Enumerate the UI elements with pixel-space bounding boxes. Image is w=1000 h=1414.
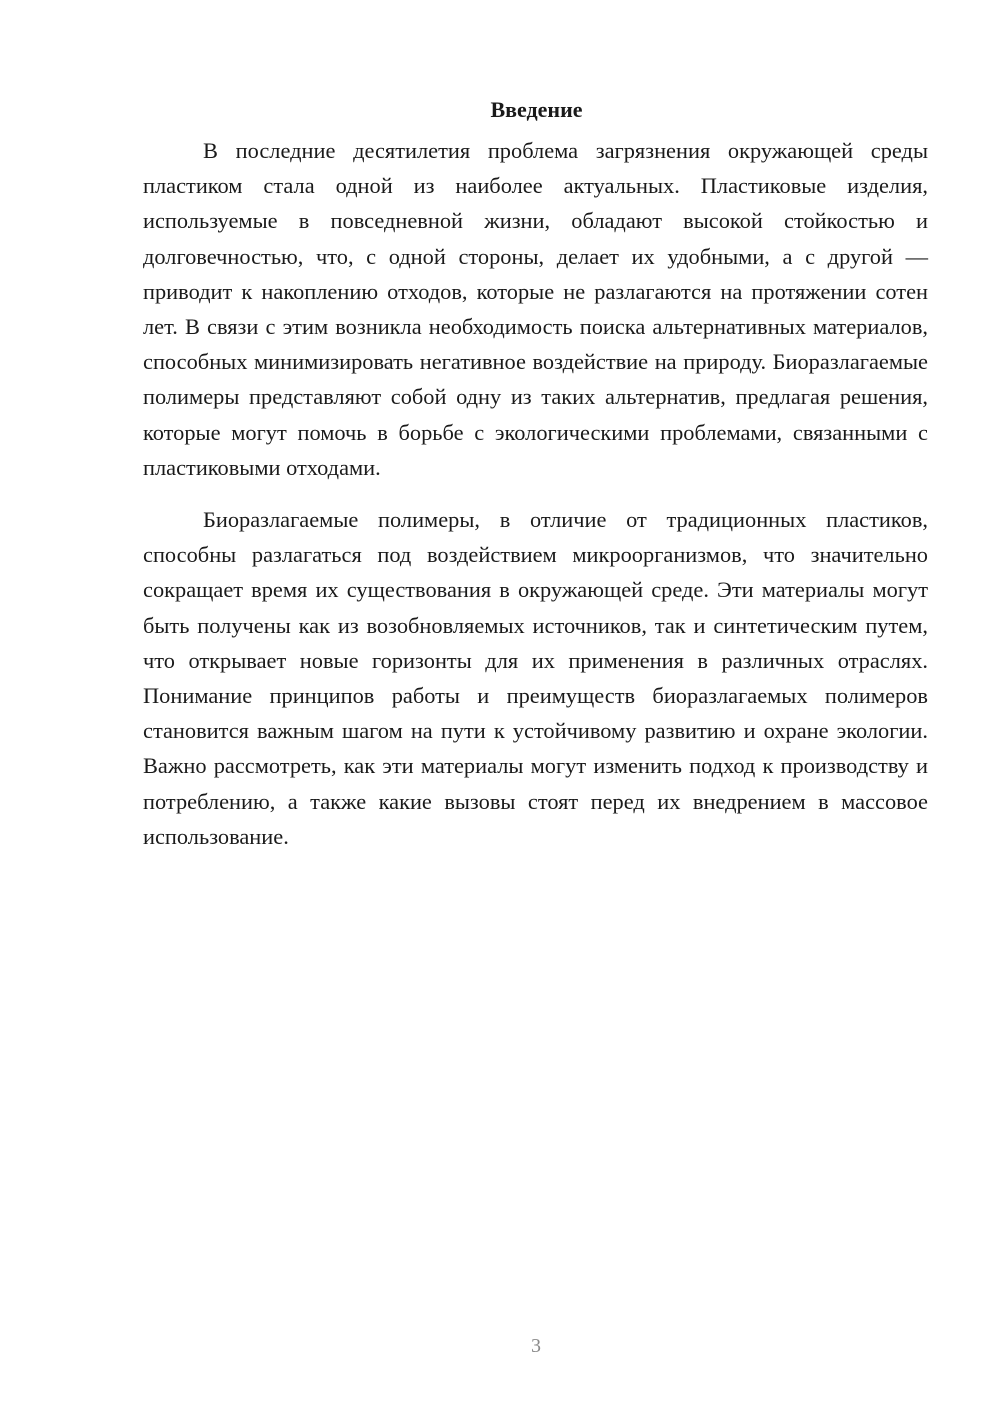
text-block xyxy=(143,92,928,854)
page-number: 3 xyxy=(531,1335,541,1357)
paragraph-biodegradable: Биоразлагаемые полимеры, в отличие от традиционных пластиков, способны разлагаться под воздействием микроорганизмов, что значительно сокращает время их существования в окружающей среде. Эти материалы могут быть получены как из возобновляемых источников, так и синтетическим путем, что открывает новые горизонты для их применения в различных отраслях. Понимание принципов работы и преимуществ биоразлагаемых полимеров становится важным шагом на пути к устойчивому развитию и охране экологии. Важно рассмотреть, как эти материалы могут изменить подход к производству и потреблению, а также какие вызовы стоят перед их внедрением в массовое использование. xyxy=(143,507,928,849)
paragraph-intro: В последние десятилетия проблема загрязнения окружающей среды пластиком стала одной из наиболее актуальных. Пластиковые изделия, используемые в повседневной жизни, обладают высокой стойкостью и долговечностью, что, с одной стороны, делает их удобными, а с другой — приводит к накоплению отходов, которые не разлагаются на протяжении сотен лет. В связи с этим возникла необходимость поиска альтернативных материалов, способных минимизировать негативное воздействие на природу. Биоразлагаемые полимеры представляют собой одну из таких альтернатив, предлагая решения, которые могут помочь в борьбе с экологическими проблемами, связанными с пластиковыми отходами. xyxy=(143,138,928,480)
section-heading: Введение xyxy=(490,97,583,122)
